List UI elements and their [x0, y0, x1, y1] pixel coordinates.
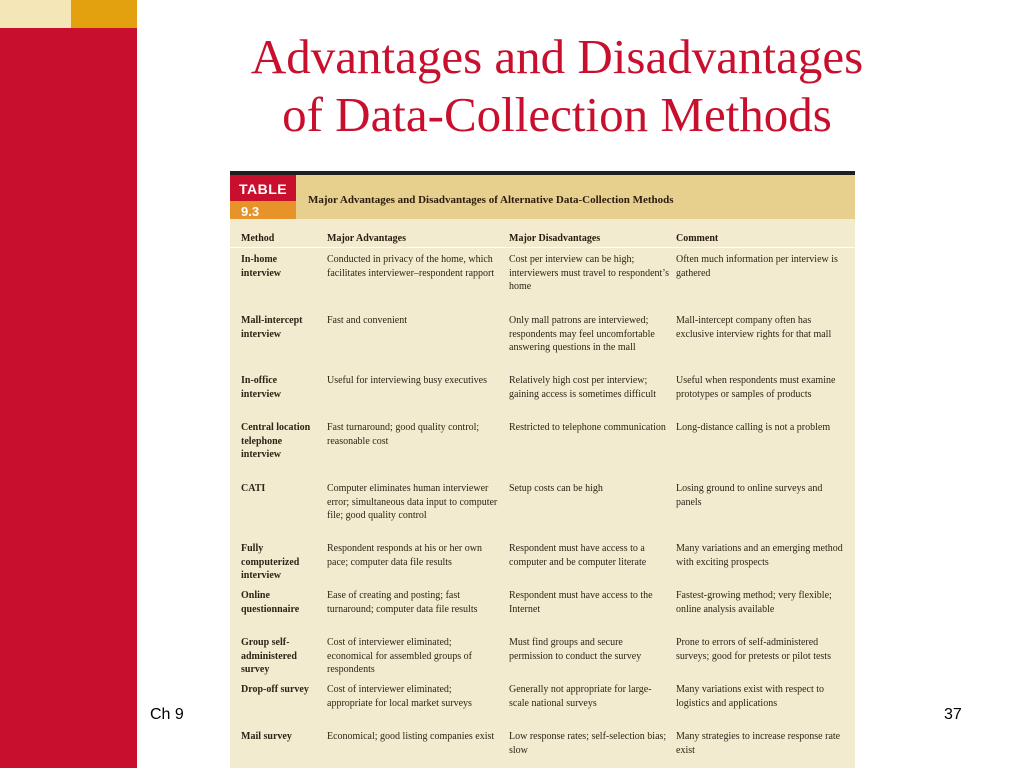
footer-chapter: Ch 9	[150, 706, 184, 723]
column-header-disadvantages: Major Disadvantages	[509, 233, 601, 244]
row-in-office-advantages: Useful for interviewing busy executives	[327, 375, 487, 386]
row-cati-comment: Losing ground to online surveys and panels	[676, 483, 823, 508]
row-mail-survey-advantages: Economical; good listing companies exist	[327, 731, 495, 742]
row-in-home-disadvantages: Cost per interview can be high; interviewers must travel to respondent’s home	[509, 254, 669, 292]
row-online-questionnaire-comment: Fastest-growing method; very flexible; online analysis available	[676, 590, 832, 615]
row-drop-off-method: Drop-off survey	[241, 684, 309, 695]
row-mall-intercept-disadvantages: Only mall patrons are interviewed; respondents may feel uncomfortable answering questions in the mall	[509, 315, 655, 353]
slide-title-line-1: Advantages and Disadvantages	[250, 29, 864, 84]
row-drop-off-disadvantages: Generally not appropriate for large-scale national surveys	[509, 684, 652, 709]
table-tag-number-box	[230, 201, 296, 219]
corner-square-gold	[71, 0, 137, 28]
row-online-questionnaire-disadvantages: Respondent must have access to the Internet	[509, 590, 653, 615]
row-central-location-disadvantages: Restricted to telephone communication	[509, 422, 666, 433]
slide-title	[137, 28, 977, 144]
column-header-advantages: Major Advantages	[327, 233, 406, 244]
header-divider	[230, 247, 855, 248]
slide-title-line-2: of Data-Collection Methods	[282, 87, 832, 142]
row-in-office-method: In-office interview	[241, 375, 281, 400]
row-mail-survey-comment: Many strategies to increase response rate exist	[676, 731, 841, 756]
row-mail-survey-disadvantages: Low response rates; self-selection bias; slow	[509, 731, 667, 756]
row-fully-computerized-disadvantages: Respondent must have access to a computer and be computer literate	[509, 543, 647, 568]
row-group-self-administered-comment: Prone to errors of self-administered surveys; good for pretests or pilot tests	[676, 637, 831, 662]
row-central-location-comment: Long-distance calling is not a problem	[676, 422, 831, 433]
row-mail-survey-method: Mail survey	[241, 731, 292, 742]
footer-page-number: 37	[944, 706, 962, 723]
row-fully-computerized-comment: Many variations and an emerging method with exciting prospects	[676, 543, 843, 568]
corner-square-cream	[0, 0, 71, 28]
row-drop-off-advantages: Cost of interviewer eliminated; appropriate for local market surveys	[327, 684, 472, 709]
row-online-questionnaire-method: Online questionnaire	[241, 590, 300, 615]
column-header-comment: Comment	[676, 233, 719, 244]
row-group-self-administered-disadvantages: Must find groups and secure permission to conduct the survey	[509, 637, 642, 662]
table-tag-number: 9.3	[241, 204, 260, 219]
data-collection-table	[230, 171, 855, 768]
row-in-home-comment: Often much information per interview is gathered	[676, 254, 838, 279]
row-drop-off-comment: Many variations exist with respect to logistics and applications	[676, 684, 825, 709]
table-caption: Major Advantages and Disadvantages of Alternative Data-Collection Methods	[308, 194, 674, 206]
row-cati-advantages: Computer eliminates human interviewer error; simultaneous data input to computer file; good quality control	[327, 483, 498, 521]
row-central-location-method: Central location telephone interview	[241, 422, 311, 460]
row-in-home-advantages: Conducted in privacy of the home, which facilitates interviewer–respondent rapport	[327, 254, 495, 279]
row-in-office-comment: Useful when respondents must examine prototypes or samples of products	[676, 375, 836, 400]
row-fully-computerized-method: Fully computerized interview	[241, 543, 300, 581]
column-header-method: Method	[241, 233, 275, 244]
left-accent-bar	[0, 0, 137, 768]
table-tag-label: TABLE	[239, 181, 288, 197]
row-central-location-advantages: Fast turnaround; good quality control; reasonable cost	[327, 422, 480, 447]
row-mall-intercept-comment: Mall-intercept company often has exclusive interview rights for that mall	[676, 315, 832, 340]
row-mall-intercept-method: Mall-intercept interview	[241, 315, 303, 340]
row-cati-disadvantages: Setup costs can be high	[509, 483, 603, 494]
row-in-office-disadvantages: Relatively high cost per interview; gaining access is sometimes difficult	[509, 375, 657, 400]
row-group-self-administered-advantages: Cost of interviewer eliminated; economical for assembled groups of respondents	[327, 637, 472, 675]
row-in-home-method: In-home interview	[241, 254, 281, 279]
row-cati-method: CATI	[241, 483, 266, 494]
row-fully-computerized-advantages: Respondent responds at his or her own pace; computer data file results	[327, 543, 482, 568]
row-group-self-administered-method: Group self-administered survey	[241, 637, 297, 675]
row-mall-intercept-advantages: Fast and convenient	[327, 315, 407, 326]
row-online-questionnaire-advantages: Ease of creating and posting; fast turnaround; computer data file results	[327, 590, 478, 615]
